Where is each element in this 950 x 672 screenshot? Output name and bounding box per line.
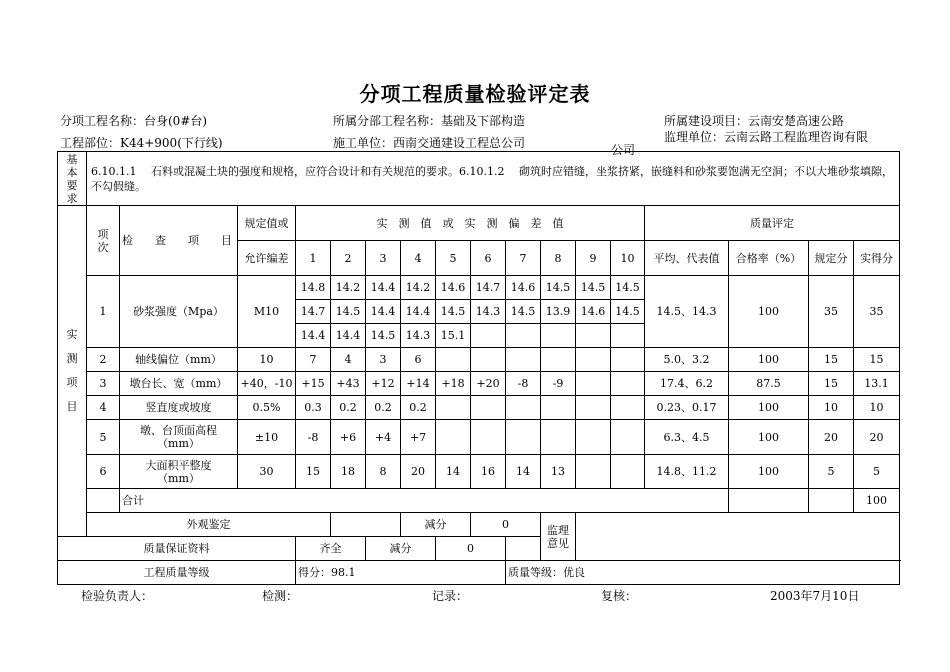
table-cell (611, 420, 645, 455)
table-cell: 100 (729, 396, 809, 420)
table-cell (87, 489, 120, 513)
table-cell: 14.4 (366, 276, 401, 300)
total-score: 100 (854, 489, 900, 513)
measure-col-2: 2 (331, 241, 366, 276)
table-cell: 30 (238, 455, 296, 489)
table-cell (541, 348, 576, 372)
table-cell: 14.7 (296, 300, 331, 324)
table-cell: 齐全 (296, 537, 366, 561)
date: 2003年7月10日 (770, 589, 860, 603)
table-cell (541, 396, 576, 420)
table-cell (576, 455, 611, 489)
table-cell: 13.9 (541, 300, 576, 324)
table-cell (576, 348, 611, 372)
recorder-label: 记录： (432, 589, 469, 603)
table-cell (729, 489, 809, 513)
table-cell: 5 (87, 420, 120, 455)
table-cell: +14 (401, 372, 436, 396)
table-cell: 0.2 (401, 396, 436, 420)
table-row (58, 276, 900, 300)
avg-header: 平均、代表值 (645, 241, 729, 276)
table-cell: 14.5 (506, 300, 541, 324)
table-cell: 10 (238, 348, 296, 372)
table-cell: 3 (366, 348, 401, 372)
table-cell (541, 420, 576, 455)
table-cell: 15 (809, 348, 854, 372)
table-row (58, 455, 900, 489)
table-cell: 13.1 (854, 372, 900, 396)
table-cell: -8 (506, 372, 541, 396)
evaluation-table (57, 151, 900, 585)
table-cell: 5 (854, 455, 900, 489)
table-cell: 10 (854, 396, 900, 420)
grade-row (58, 561, 900, 585)
table-cell: 8 (366, 455, 401, 489)
table-cell: 6.3、4.5 (645, 420, 729, 455)
basic-requirement-row (58, 152, 900, 206)
table-cell: 14.8、11.2 (645, 455, 729, 489)
table-cell: 14 (436, 455, 471, 489)
table-cell: +6 (331, 420, 366, 455)
measure-col-5: 5 (436, 241, 471, 276)
contractor: 施工单位：西南交通建设工程总公司 (333, 136, 526, 150)
table-cell: 4 (87, 396, 120, 420)
total-row (58, 489, 900, 513)
table-cell: 14.4 (296, 324, 331, 348)
assurance-label: 质量保证资料 (58, 537, 296, 561)
check-item-header: 检 查 项 目 (120, 206, 238, 276)
table-cell: 14.5 (436, 300, 471, 324)
table-cell: -8 (296, 420, 331, 455)
table-cell: 0.2 (331, 396, 366, 420)
table-cell: 14.4 (366, 300, 401, 324)
measure-col-7: 7 (506, 241, 541, 276)
quality-evaluation-header: 质量评定 (645, 206, 900, 241)
table-cell (471, 324, 506, 348)
table-cell: 20 (401, 455, 436, 489)
table-cell (541, 324, 576, 348)
measure-col-10: 10 (611, 241, 645, 276)
table-cell: 6 (87, 455, 120, 489)
table-cell: 0.23、0.17 (645, 396, 729, 420)
table-cell: 100 (729, 348, 809, 372)
table-cell: 14.4 (331, 324, 366, 348)
table-cell: 1 (87, 276, 120, 348)
table-cell (436, 348, 471, 372)
grade-score: 得分：98.1 (296, 561, 506, 585)
table-cell (576, 372, 611, 396)
work-location: 工程部位：K44+900(下行线) (60, 136, 223, 150)
table-cell: 14.5 (576, 276, 611, 300)
table-cell: 14.3 (401, 324, 436, 348)
pass-rate-header: 合格率（%） (729, 241, 809, 276)
supervisor-unit: 监理单位：云南云路工程监理咨询有限 (664, 130, 869, 144)
table-cell: -9 (541, 372, 576, 396)
reviewer-label: 复核： (601, 589, 638, 603)
table-cell: +18 (436, 372, 471, 396)
measure-col-4: 4 (401, 241, 436, 276)
table-cell: 100 (729, 276, 809, 348)
table-cell: 墩、台顶面高程 （mm） (120, 420, 238, 455)
table-cell: 14.5 (611, 276, 645, 300)
table-cell (576, 396, 611, 420)
table-cell (809, 489, 854, 513)
measure-col-8: 8 (541, 241, 576, 276)
actual-score-header: 实得分 (854, 241, 900, 276)
table-cell (611, 348, 645, 372)
table-cell: 砂浆强度（Mpa） (120, 276, 238, 348)
table-cell (611, 455, 645, 489)
measure-col-3: 3 (366, 241, 401, 276)
table-cell: ±10 (238, 420, 296, 455)
measured-values-header: 实 测 值 或 实 测 偏 差 值 (296, 206, 645, 241)
sub-project-name: 分项工程名称：台身(0#台) (60, 114, 208, 128)
table-cell: 0.3 (296, 396, 331, 420)
table-cell: +12 (366, 372, 401, 396)
table-cell: 墩台长、宽（mm） (120, 372, 238, 396)
table-cell: 竖直度或坡度 (120, 396, 238, 420)
table-cell: +20 (471, 372, 506, 396)
table-cell (436, 396, 471, 420)
supervisor-unit-tail: 公司 (611, 143, 636, 157)
table-cell: 2 (87, 348, 120, 372)
table-cell: 0 (436, 537, 506, 561)
grade-label: 工程质量等级 (58, 561, 296, 585)
table-cell (611, 396, 645, 420)
table-cell: 3 (87, 372, 120, 396)
table-cell (506, 396, 541, 420)
table-cell: 0.5% (238, 396, 296, 420)
table-cell: 20 (809, 420, 854, 455)
table-cell: 14.5、14.3 (645, 276, 729, 348)
measured-items-label: 实测项目 (58, 206, 87, 537)
table-cell: 35 (809, 276, 854, 348)
table-cell (436, 420, 471, 455)
total-label: 合计 (120, 489, 729, 513)
spec-header-1: 规定值或 (238, 206, 296, 241)
table-cell: 4 (331, 348, 366, 372)
table-cell (471, 348, 506, 372)
table-cell: 轴线偏位（mm） (120, 348, 238, 372)
table-cell (576, 324, 611, 348)
appearance-label: 外观鉴定 (87, 513, 331, 537)
spec-header-2: 允许编差 (238, 241, 296, 276)
table-cell: +40，-10 (238, 372, 296, 396)
table-cell: +4 (366, 420, 401, 455)
table-cell (331, 513, 401, 537)
table-cell (471, 396, 506, 420)
table-row (58, 348, 900, 372)
table-cell: M10 (238, 276, 296, 348)
table-cell: 大面积平整度 （mm） (120, 455, 238, 489)
table-cell: 7 (296, 348, 331, 372)
table-cell: 14 (506, 455, 541, 489)
table-cell (506, 420, 541, 455)
table-cell: 14.3 (471, 300, 506, 324)
table-cell: +7 (401, 420, 436, 455)
table-cell: 14.8 (296, 276, 331, 300)
item-no-header: 项次 (87, 206, 120, 276)
table-row (58, 396, 900, 420)
table-cell: 17.4、6.2 (645, 372, 729, 396)
measure-col-6: 6 (471, 241, 506, 276)
table-cell: 14.2 (401, 276, 436, 300)
table-cell: 0.2 (366, 396, 401, 420)
table-cell: 5 (809, 455, 854, 489)
construction-project: 所属建设项目：云南安楚高速公路 (664, 114, 845, 128)
table-cell (611, 372, 645, 396)
table-cell (506, 324, 541, 348)
table-cell: 16 (471, 455, 506, 489)
table-cell: 14.5 (611, 300, 645, 324)
supervision-opinion (576, 513, 900, 561)
measure-col-1: 1 (296, 241, 331, 276)
table-cell (471, 420, 506, 455)
table-cell: 15.1 (436, 324, 471, 348)
table-cell: 15 (809, 372, 854, 396)
table-cell: 5.0、3.2 (645, 348, 729, 372)
table-cell: +15 (296, 372, 331, 396)
division-name: 所属分部工程名称：基础及下部构造 (333, 114, 526, 128)
table-cell: +43 (331, 372, 366, 396)
table-cell: 20 (854, 420, 900, 455)
table-cell (611, 324, 645, 348)
header-row-1 (58, 206, 900, 241)
table-cell: 减分 (401, 513, 471, 537)
table-cell: 14.6 (436, 276, 471, 300)
table-cell: 14.7 (471, 276, 506, 300)
tester-label: 检测： (262, 589, 299, 603)
table-row (58, 420, 900, 455)
table-cell: 18 (331, 455, 366, 489)
table-cell: 100 (729, 420, 809, 455)
table-cell: 14.2 (331, 276, 366, 300)
table-cell: 35 (854, 276, 900, 348)
score-header: 规定分 (809, 241, 854, 276)
table-cell: 14.5 (541, 276, 576, 300)
basic-requirement-text: 6.10.1.1 石料或混凝土块的强度和规格，应符合设计和有关规范的要求。6.10.1.2 砌筑时应错缝，坐浆挤紧，嵌缝料和砂浆要饱满无空洞；不以大堆砂浆填隙，不勾假缝。 (87, 152, 900, 206)
table-cell: 87.5 (729, 372, 809, 396)
table-cell: 14.6 (506, 276, 541, 300)
table-cell: 减分 (366, 537, 436, 561)
table-cell: 14.4 (401, 300, 436, 324)
table-cell (576, 420, 611, 455)
table-cell: 14.6 (576, 300, 611, 324)
basic-requirement-label: 基 本 要 求 (58, 152, 87, 206)
supervision-label: 监理 意见 (541, 513, 576, 561)
table-cell: 6 (401, 348, 436, 372)
table-cell: 14.5 (331, 300, 366, 324)
table-cell: 10 (809, 396, 854, 420)
table-cell (506, 348, 541, 372)
page-title: 分项工程质量检验评定表 (359, 82, 591, 106)
appearance-row (58, 513, 900, 537)
table-row (58, 372, 900, 396)
table-cell: 15 (854, 348, 900, 372)
inspector-label: 检验负责人： (81, 589, 154, 603)
measure-col-9: 9 (576, 241, 611, 276)
table-cell: 100 (729, 455, 809, 489)
table-cell: 14.5 (366, 324, 401, 348)
table-cell: 0 (471, 513, 541, 537)
table-cell: 15 (296, 455, 331, 489)
grade-level: 质量等级：优良 (506, 561, 900, 585)
table-cell: 13 (541, 455, 576, 489)
